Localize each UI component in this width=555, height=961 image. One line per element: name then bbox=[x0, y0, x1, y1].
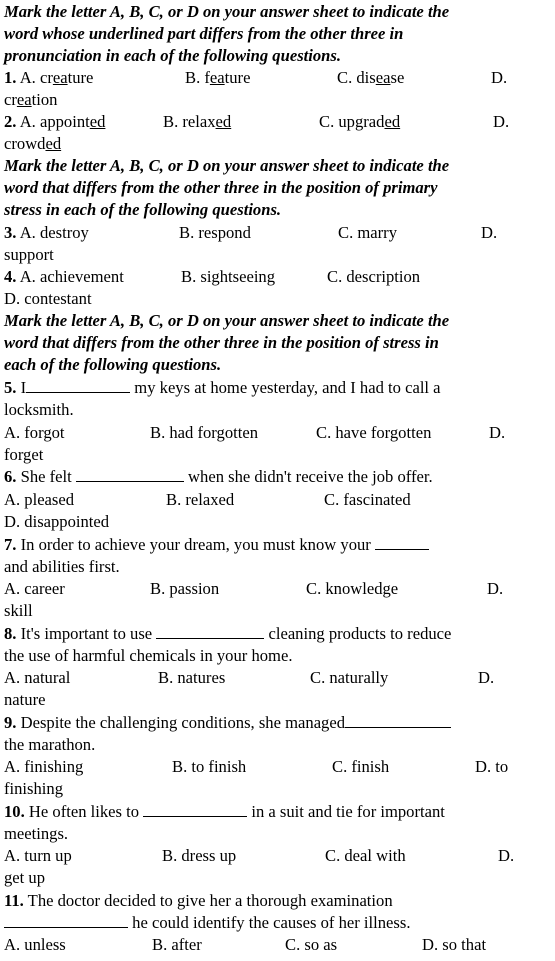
instruction-line: stress in each of the following questions. bbox=[4, 200, 282, 219]
option-c: C. description bbox=[327, 267, 421, 286]
question-7-stem-cont: and abilities first. bbox=[4, 557, 120, 576]
option-d: skill bbox=[4, 601, 33, 620]
option-d: creation bbox=[4, 90, 58, 109]
question-number: 1. bbox=[4, 68, 17, 87]
question-3-options bbox=[4, 222, 551, 244]
option-b: B. relaxed bbox=[163, 112, 232, 131]
option-a: A. creature bbox=[19, 68, 94, 87]
question-8-stem: 8. It's important to use cleaning products to reduce bbox=[4, 624, 452, 643]
instruction-line: word whose underlined part differs from the other three in bbox=[4, 24, 404, 43]
option-b: B. after bbox=[152, 935, 202, 954]
question-6-options bbox=[4, 489, 551, 511]
option-c: C. naturally bbox=[310, 668, 389, 687]
answer-blank bbox=[76, 466, 184, 482]
question-5-options bbox=[4, 422, 551, 444]
option-d: D. disappointed bbox=[4, 512, 110, 531]
option-d-label: D. bbox=[489, 423, 506, 442]
question-8-stem-cont: the use of harmful chemicals in your home. bbox=[4, 646, 293, 665]
option-a: A. pleased bbox=[4, 490, 75, 509]
question-10-options bbox=[4, 845, 551, 867]
instruction-line: word that differs from the other three in the position of primary bbox=[4, 178, 438, 197]
question-1-options bbox=[4, 67, 551, 89]
question-11-stem: 11. The doctor decided to give her a thorough examination bbox=[4, 891, 393, 910]
question-2-options bbox=[4, 111, 551, 133]
option-c: C. have forgotten bbox=[316, 423, 432, 442]
question-number: 9. bbox=[4, 713, 17, 732]
question-9-stem: 9. Despite the challenging conditions, she managed bbox=[4, 712, 451, 734]
instruction-line: pronunciation in each of the following questions. bbox=[4, 46, 342, 65]
option-b: B. passion bbox=[150, 579, 220, 598]
option-c: C. marry bbox=[338, 223, 397, 242]
question-number: 3. bbox=[4, 223, 17, 242]
answer-blank bbox=[4, 912, 128, 928]
option-b: B. sightseeing bbox=[181, 267, 276, 286]
option-c: C. knowledge bbox=[306, 579, 399, 598]
answer-blank bbox=[143, 801, 247, 817]
question-number: 10. bbox=[4, 802, 25, 821]
instruction-line: Mark the letter A, B, C, or D on your answer sheet to indicate the bbox=[4, 156, 450, 175]
option-d-label: D. bbox=[493, 112, 510, 131]
question-number: 6. bbox=[4, 467, 17, 486]
option-a: A. appointed bbox=[19, 112, 106, 131]
option-d: support bbox=[4, 245, 54, 264]
option-b: B. had forgotten bbox=[150, 423, 258, 442]
question-7-stem: 7. In order to achieve your dream, you must know your bbox=[4, 534, 429, 556]
option-d-label: D. to bbox=[475, 757, 509, 776]
question-number: 5. bbox=[4, 378, 17, 397]
option-a: A. achievement bbox=[19, 267, 124, 286]
option-d: nature bbox=[4, 690, 46, 709]
instruction-line: word that differs from the other three in the position of stress in bbox=[4, 333, 439, 352]
question-11-stem-cont: he could identify the causes of her illness. bbox=[4, 912, 410, 934]
option-d-label: D. bbox=[498, 846, 515, 865]
option-d-label: D. bbox=[491, 68, 508, 87]
question-number: 7. bbox=[4, 535, 17, 554]
question-number: 8. bbox=[4, 624, 17, 643]
option-d-label: D. bbox=[478, 668, 495, 687]
option-a: A. forgot bbox=[4, 423, 65, 442]
instruction-line: Mark the letter A, B, C, or D on your answer sheet to indicate the bbox=[4, 2, 450, 21]
option-a: A. natural bbox=[4, 668, 71, 687]
option-a: A. finishing bbox=[4, 757, 84, 776]
option-c: C. so as bbox=[285, 935, 338, 954]
option-a: A. destroy bbox=[19, 223, 89, 242]
question-10-stem: 10. He often likes to in a suit and tie for important bbox=[4, 802, 445, 821]
option-a: A. unless bbox=[4, 935, 66, 954]
option-c: C. disease bbox=[337, 68, 405, 87]
question-5-stem-cont: locksmith. bbox=[4, 400, 74, 419]
option-d-label: D. bbox=[481, 223, 498, 242]
question-10-stem-cont: meetings. bbox=[4, 824, 69, 843]
option-b: B. relaxed bbox=[166, 490, 235, 509]
answer-blank bbox=[375, 534, 429, 550]
option-b: B. natures bbox=[158, 668, 226, 687]
answer-blank bbox=[26, 377, 130, 393]
option-d-label: D. bbox=[487, 579, 504, 598]
question-8-options bbox=[4, 667, 551, 689]
option-d: finishing bbox=[4, 779, 64, 798]
question-11-options bbox=[4, 934, 551, 956]
option-b: B. to finish bbox=[172, 757, 247, 776]
option-c: C. deal with bbox=[325, 846, 406, 865]
option-b: B. respond bbox=[179, 223, 251, 242]
option-d: D. contestant bbox=[4, 289, 92, 308]
question-4-options bbox=[4, 266, 551, 288]
option-a: A. career bbox=[4, 579, 65, 598]
question-6-stem: 6. She felt when she didn't receive the job offer. bbox=[4, 467, 433, 486]
option-c: C. finish bbox=[332, 757, 390, 776]
instruction-line: Mark the letter A, B, C, or D on your answer sheet to indicate the bbox=[4, 311, 450, 330]
option-b: B. feature bbox=[185, 68, 251, 87]
question-5-stem: 5. I my keys at home yesterday, and I had to call a bbox=[4, 378, 441, 397]
option-d: D. so that bbox=[422, 935, 487, 954]
answer-blank bbox=[345, 712, 451, 728]
question-number: 2. bbox=[4, 112, 17, 131]
question-number: 4. bbox=[4, 267, 17, 286]
question-number: 11. bbox=[4, 891, 24, 910]
answer-blank bbox=[156, 623, 264, 639]
option-b: B. dress up bbox=[162, 846, 237, 865]
option-c: C. fascinated bbox=[324, 490, 411, 509]
option-d: crowded bbox=[4, 134, 62, 153]
question-9-options bbox=[4, 756, 551, 778]
option-a: A. turn up bbox=[4, 846, 72, 865]
option-c: C. upgraded bbox=[319, 112, 401, 131]
option-d: get up bbox=[4, 868, 46, 887]
instruction-line: each of the following questions. bbox=[4, 355, 222, 374]
option-d: forget bbox=[4, 445, 44, 464]
question-7-options bbox=[4, 578, 551, 600]
question-9-stem-cont: the marathon. bbox=[4, 735, 96, 754]
